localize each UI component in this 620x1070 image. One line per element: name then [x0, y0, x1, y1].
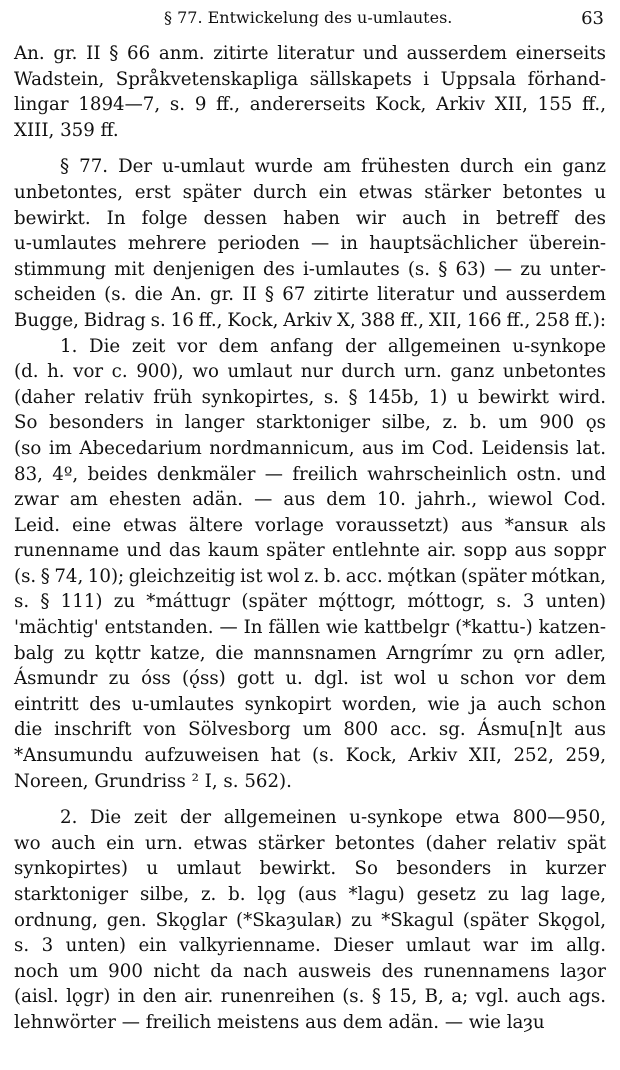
text-line: (so im Abecedarium nordmannicum, aus im Cod. Leidensis lat.	[14, 437, 606, 459]
text-line: wo auch ein urn. etwas stärker betontes (daher relativ spät	[14, 832, 606, 854]
page-number: 63	[581, 8, 604, 29]
text-line: So besonders in langer starktoniger silbe, z. b. um 900 ǫs	[14, 412, 606, 434]
text-line: lingar 1894—7, s. 9 ff., andererseits Kock, Arkiv XII, 155 ff.,	[14, 94, 606, 116]
text-line: u-umlautes mehrere perioden — in hauptsächlicher überein-	[14, 233, 606, 255]
text-line: 2. Die zeit der allgemeinen u-synkope etwa 800—950,	[60, 807, 606, 829]
text-line: die inschrift von Sölvesborg um 800 acc. sg. Ásmu[n]t aus	[14, 719, 606, 741]
text-line: Bugge, Bidrag s. 16 ff., Kock, Arkiv X, 388 ff., XII, 166 ff., 258 ff.):	[14, 309, 606, 331]
text-line: Wadstein, Språkvetenskapliga sällskapets i Uppsala förhand-	[14, 68, 606, 90]
text-line: Noreen, Grundriss ² I, s. 562).	[14, 770, 292, 792]
page-body-text	[14, 41, 606, 1036]
paragraph-gap	[14, 794, 606, 805]
text-line: 'mächtig' entstanden. — In fällen wie kattbelgr (*kattu-) katzen-	[14, 617, 606, 639]
running-header	[14, 8, 606, 32]
text-line: Ásmundr zu óss (ǫ́ss) gott u. dgl. ist wol u schon vor dem	[14, 668, 606, 690]
text-line: ordnung, gen. Skǫglar (*Skaȝulaʀ) zu *Skagul (später Skǫgol,	[14, 909, 606, 931]
running-title: § 77. Entwickelung des u-umlautes.	[164, 8, 453, 27]
text-line: noch um 900 nicht da nach ausweis des runennamens laȝor	[14, 960, 606, 982]
text-line: unbetontes, erst später durch ein etwas stärker betontes u	[14, 181, 606, 203]
text-line: Leid. eine etwas ältere vorlage voraussetzt) aus *ansuʀ als	[14, 514, 606, 536]
text-line: (s. § 74, 10); gleichzeitig ist wol z. b. acc. mǫ́tkan (später mótkan,	[14, 565, 606, 587]
text-line: XIII, 359 ff.	[14, 119, 119, 141]
text-line: s. § 111) zu *máttugr (später mǫ́ttogr, móttogr, s. 3 unten)	[14, 591, 606, 613]
text-line: 1. Die zeit vor dem anfang der allgemeinen u-synkope	[60, 335, 606, 357]
text-line: An. gr. II § 66 anm. zitirte literatur und ausserdem einerseits	[14, 43, 606, 64]
text-line: 83, 4º, beides denkmäler — freilich wahrscheinlich ostn. und	[14, 463, 606, 485]
text-line: (aisl. lǫgr) in den air. runenreihen (s. § 15, B, a; vgl. auch ags.	[14, 986, 606, 1008]
text-line: § 77. Der u-umlaut wurde am frühesten durch ein ganz	[60, 156, 606, 178]
text-line: synkopirtes) u umlaut bewirkt. So besonders in kurzer	[14, 858, 606, 880]
text-line: (daher relativ früh synkopirtes, s. § 145b, 1) u bewirkt wird.	[14, 386, 606, 408]
text-line: s. 3 unten) ein valkyrienname. Dieser umlaut war im allg.	[14, 935, 606, 957]
text-line: scheiden (s. die An. gr. II § 67 zitirte literatur und ausserdem	[14, 284, 606, 306]
text-line: (d. h. vor c. 900), wo umlaut nur durch urn. ganz unbetontes	[14, 361, 606, 383]
text-line: runenname und das kaum später entlehnte air. sopp aus soppr	[14, 540, 606, 562]
text-line: *Ansumundu aufzuweisen hat (s. Kock, Arkiv XII, 252, 259,	[14, 745, 606, 767]
text-line: balg zu kǫttr katze, die mannsnamen Arngrímr zu ǫrn adler,	[14, 642, 606, 664]
text-line: eintritt des u-umlautes synkopirt worden, wie ja auch schon	[14, 693, 606, 715]
text-line: lehnwörter — freilich meistens aus dem adän. — wie laȝu	[14, 1011, 545, 1033]
text-line: zwar am ehesten adän. — aus dem 10. jahrh., wiewol Cod.	[14, 489, 606, 511]
text-line: starktoniger silbe, z. b. lǫg (aus *lagu) gesetz zu lag lage,	[14, 884, 606, 905]
text-line: stimmung mit denjenigen des i-umlautes (s. § 63) — zu unter-	[14, 258, 606, 280]
paragraph-gap	[14, 143, 606, 154]
text-line: bewirkt. In folge dessen haben wir auch in betreff des	[14, 207, 606, 229]
